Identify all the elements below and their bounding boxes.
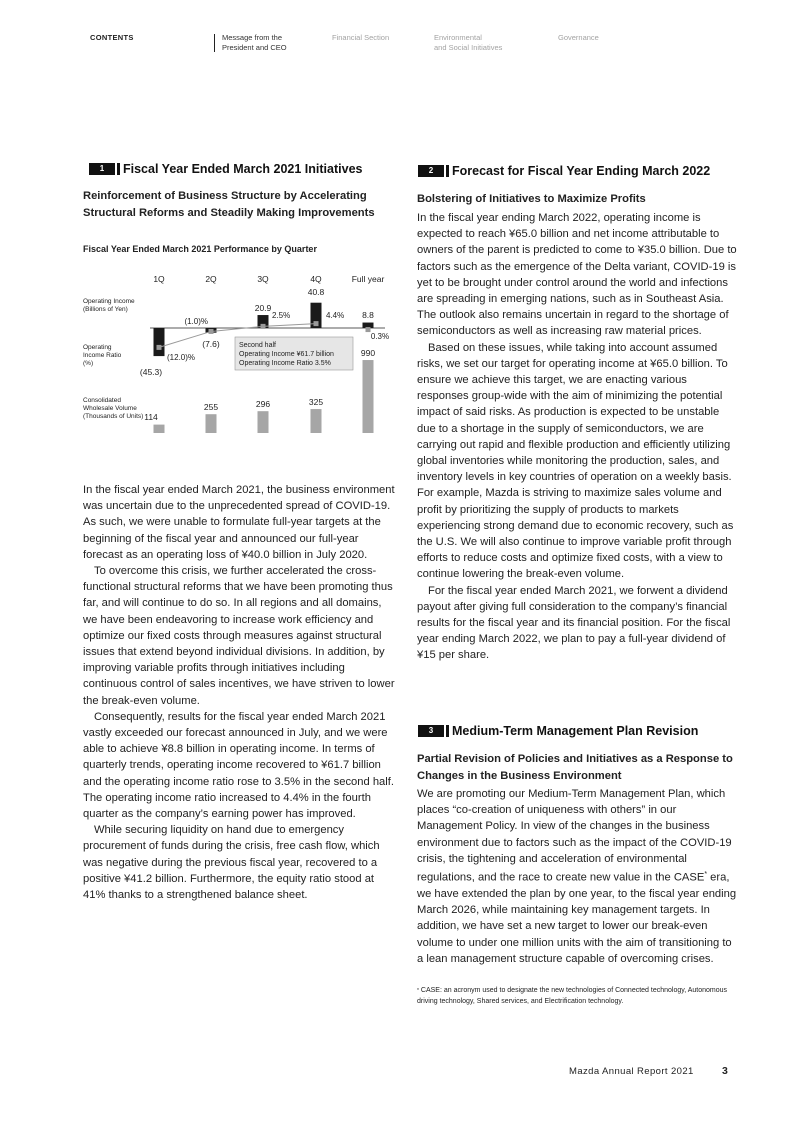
section2-number: 2 — [418, 165, 444, 177]
section1-paragraph-2: To overcome this crisis, we further accelerated the cross-functional structural reforms that we have been promoting thus far, and will continue to do so. In all regions and all domains, we have been endeavoring to increase work efficiency and optimize our fixed costs through measures against structural issues that extend beyond individual divisions. In addition, by improving variable profits through initiatives including continuous control of sales incentives, we have striven to lower the break-even volume. — [83, 565, 395, 707]
section1-body — [83, 482, 395, 903]
wholesale-volume-bar — [206, 414, 217, 433]
legend-operating-income-ratio — [83, 344, 123, 367]
section3-title: Medium-Term Management Plan Revision — [452, 724, 699, 738]
nav-message-link[interactable] — [222, 33, 287, 53]
wholesale-volume-bars — [154, 360, 374, 433]
top-navigation — [0, 33, 793, 57]
section1-heading — [89, 161, 362, 177]
section2-paragraph-1: In the fiscal year ending March 2022, operating income is expected to reach ¥65.0 billion and net income attributable to owners of the parent is predicted to come to ¥35.0 billion. Due to factors such as the emergence of the Delta variant, COVID-19 is yet to be brought under control around the world and infections are spreading in emerging nations, such as in Southeast Asia. The outlook also remains uncertain in regard to the shortage of semiconductors as well as increasing raw material prices. — [417, 212, 737, 338]
section2-body — [417, 210, 737, 664]
section3-subtitle-line1: Partial Revision of Policies and Initiatives as a Response to — [417, 753, 733, 765]
legend-ratio-line1: Operating — [83, 344, 112, 351]
category-label: 3Q — [257, 274, 269, 284]
case-footnote — [417, 986, 737, 1007]
section2-paragraph-3: For the fiscal year ended March 2021, we forwent a dividend payout after giving full consideration to the company’s financial results for the fiscal year and its financial position. For the fiscal year ending March 2022, we plan to pay a full-year dividend of ¥15 per share. — [417, 584, 731, 662]
legend-ratio-line2: Income Ratio — [83, 352, 122, 359]
nav-governance-link[interactable]: Governance — [558, 33, 599, 42]
annotation-line1: Second half — [239, 342, 276, 349]
wholesale-volume-bar — [363, 360, 374, 433]
section3-subtitle-line2: Changes in the Business Environment — [417, 769, 622, 782]
section2-paragraph-2: Based on these issues, while taking into account assumed risks, we set our target for operating income at ¥65.0 billion. To ensure we achieve this target, we are enacting various responses group-wide with the aim of minimizing the potential impact of said risks. As production is expected to be unstable due to a shortage in the supply of semiconductors, we are carrying out rapid and flexible production and efficiently utilizing global inventories while monitoring the production, sales, and inventory levels in key countries of operation on a weekly basis. For example, Mazda is striving to maximize sales volume and profit by prioritizing the supply of products to markets experiencing strong demand due to economic recovery, such as the U.S. We will also continue to improve variable profit through efforts to reduce costs and optimize fixed costs, with a view to continue lowering the break-even volume. — [417, 341, 734, 581]
section3-subtitle — [417, 751, 737, 784]
legend-operating-income — [83, 298, 136, 313]
legend-oi-line1: Operating Income — [83, 298, 135, 305]
section2-subtitle: Bolstering of Initiatives to Maximize Profits — [417, 193, 646, 205]
second-half-annotation — [235, 337, 353, 370]
operating-income-label: (45.3) — [139, 367, 163, 377]
nav-divider — [214, 34, 215, 52]
case-footnote-mark: * — [704, 871, 708, 879]
wholesale-volume-label: 325 — [308, 397, 324, 407]
section1-number: 1 — [89, 163, 115, 175]
section1-paragraph-3: Consequently, results for the fiscal year ended March 2021 vastly exceeded our forecast announced in July, and we were able to achieve ¥8.8 billion in operating income. In terms of quarterly trends, operating income recovered to ¥61.7 billion and the operating income ratio rose to 3.5% in the second half. The operating income ratio increased to 4.4% in the fourth quarter as the company’s earning power has improved. — [83, 710, 394, 821]
section3-text-part2: era, we have extended the plan by one year, to the fiscal year ending March 2026, while maintaining key management targets. In addition, we have set a new target to lower our break-even volume to under one million units with the aim of transitioning to a lean management structure capable of overcoming crises. — [417, 871, 737, 965]
section2-heading — [418, 163, 710, 179]
legend-ratio-line3: (%) — [83, 360, 94, 367]
legend-vol-line1: Consolidated — [83, 397, 121, 404]
operating-income-label: 8.8 — [362, 310, 374, 320]
ratio-label: (1.0)% — [184, 317, 208, 326]
nav-financial-link[interactable]: Financial Section — [332, 33, 390, 42]
section3-body — [417, 786, 737, 967]
section3-heading — [418, 723, 698, 739]
operating-income-label: 20.9 — [254, 303, 272, 313]
section1-bar — [117, 163, 120, 175]
annotation-line2: Operating Income ¥61.7 billion — [239, 351, 334, 358]
ratio-point — [209, 329, 214, 334]
nav-environmental-line2: and Social Initiatives — [434, 43, 503, 52]
nav-environmental-line1: Environmental — [434, 33, 482, 42]
section1-subtitle-line1: Reinforcement of Business Structure by Accelerating — [83, 190, 367, 202]
ratio-label: (12.0)% — [167, 353, 196, 362]
category-label: 2Q — [205, 274, 217, 284]
footnote-mark: * — [417, 988, 419, 994]
section1-paragraph-1: In the fiscal year ended March 2021, the business environment was uncertain due to the unprecedented spread of COVID-19. As such, we were unable to formulate full-year targets at the beginning of the fiscal year and announced our full-year forecast as an operating loss of ¥40.0 billion in July 2020. — [83, 484, 395, 561]
nav-environmental-link[interactable] — [434, 33, 502, 53]
operating-income-label: 40.8 — [307, 287, 325, 297]
wholesale-volume-bar — [258, 411, 269, 433]
legend-vol-line2: Wholesale Volume — [83, 405, 137, 412]
ratio-point — [366, 327, 371, 332]
ratio-point — [157, 345, 162, 350]
section1-subtitle — [83, 188, 393, 221]
section1-subtitle-line2: Structural Reforms and Steadily Making Improvements — [83, 206, 375, 219]
section2-title: Forecast for Fiscal Year Ending March 2022 — [452, 164, 711, 178]
nav-message-line1: Message from the — [222, 33, 283, 42]
wholesale-volume-bar — [311, 409, 322, 433]
ratio-label: 0.3% — [370, 332, 390, 341]
operating-income-label: (7.6) — [202, 339, 220, 349]
wholesale-volume-label: 990 — [360, 348, 376, 358]
wholesale-volume-bar — [154, 425, 165, 433]
wholesale-volume-label: 296 — [255, 399, 271, 409]
nav-contents-link[interactable]: CONTENTS — [90, 33, 134, 42]
ratio-point — [314, 321, 319, 326]
section3-paragraph — [417, 786, 737, 967]
ratio-label: 2.5% — [272, 311, 291, 320]
section3-bar — [446, 725, 449, 737]
chart-title: Fiscal Year Ended March 2021 Performance by Quarter — [83, 244, 317, 254]
annotation-line3: Operating Income Ratio 3.5% — [239, 360, 331, 367]
footer-page-number: 3 — [722, 1065, 728, 1077]
ratio-label: 4.4% — [326, 311, 345, 320]
section3-number: 3 — [418, 725, 444, 737]
legend-vol-line3: (Thousands of Units) — [83, 413, 144, 420]
wholesale-volume-label: 255 — [203, 402, 219, 412]
section3-text-part1: We are promoting our Medium-Term Management Plan, which places “co-creation of uniqueness with others” in our Management Policy. In view of the changes in the business environment due to factors such as the impact of the COVID-19 crisis, the tightening and acceleration of environmental regulations, and the race to create new value in the CASE — [417, 788, 732, 884]
category-label: Full year — [351, 274, 385, 284]
section1-title: Fiscal Year Ended March 2021 Initiatives — [123, 162, 363, 176]
section2-bar — [446, 165, 449, 177]
operating-income-bar — [154, 328, 165, 356]
footnote-text: CASE: an acronym used to designate the new technologies of Connected technology, Autonomous driving technology, Shared services, and Electrification technology. — [417, 987, 728, 1005]
category-label: 1Q — [153, 274, 165, 284]
legend-oi-line2: (Billions of Yen) — [83, 306, 128, 313]
nav-message-line2: President and CEO — [222, 43, 287, 52]
category-label: 4Q — [310, 274, 322, 284]
wholesale-volume-label: 114 — [144, 412, 158, 422]
ratio-point — [261, 324, 266, 329]
performance-chart — [80, 264, 400, 436]
section1-paragraph-4: While securing liquidity on hand due to emergency procurement of funds during the crisis, free cash flow, which was negative during the previous fiscal year, recovered to a positive ¥41.2 billion. Furthermore, the equity ratio stood at 41% thanks to a strengthened balance sheet. — [83, 824, 380, 902]
legend-wholesale-volume — [83, 397, 143, 420]
footer-report-title: Mazda Annual Report 2021 — [569, 1066, 694, 1077]
